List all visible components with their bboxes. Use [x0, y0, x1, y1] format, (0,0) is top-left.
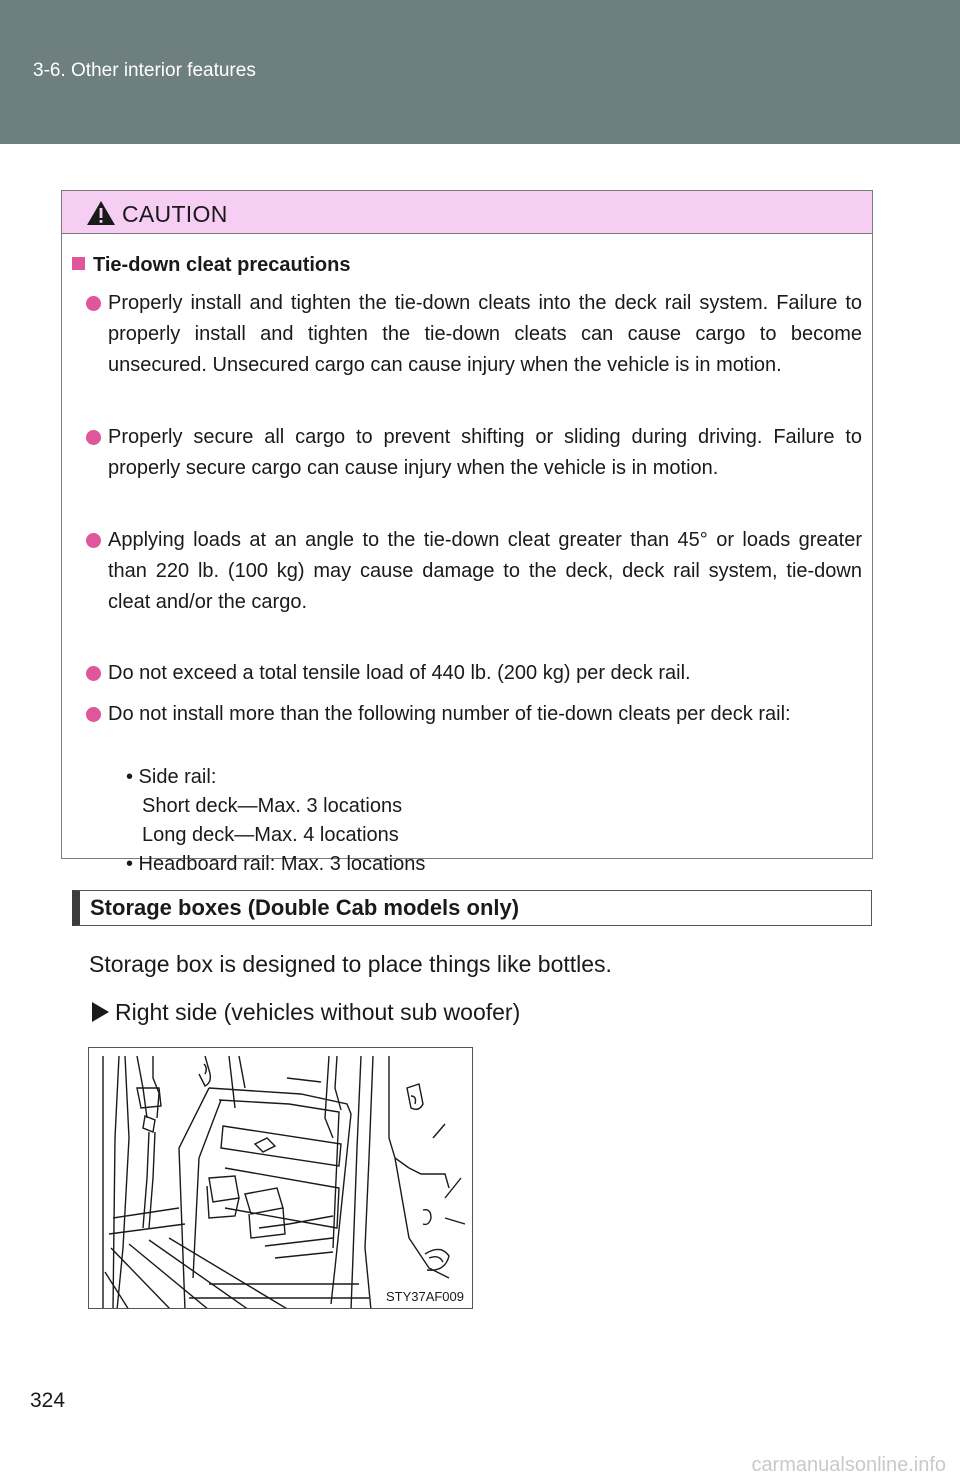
rail-limits-list — [126, 763, 826, 879]
square-bullet-icon — [72, 257, 85, 270]
caution-subheading-text: Tie-down cleat precautions — [93, 254, 351, 276]
storage-box-drawing — [89, 1048, 473, 1309]
storage-heading — [72, 890, 872, 926]
storage-heading-text: Storage boxes (Double Cab models only) — [90, 895, 520, 920]
side-rail-short: Short deck—Max. 3 locations — [142, 795, 403, 817]
caution-item-text: Properly secure all cargo to prevent shifting or sliding during driving. Failure to properly secure cargo can cause injury when the vehicle is in motion. — [108, 426, 862, 479]
caution-label: CAUTION — [122, 201, 228, 227]
side-rail-long: Long deck—Max. 4 locations — [142, 824, 399, 846]
page-number: 324 — [30, 1389, 66, 1412]
section-title: 3-6. Other interior features — [33, 60, 256, 81]
storage-box-illustration — [88, 1047, 473, 1309]
bullet-dot-icon — [86, 296, 101, 311]
triangle-pointer-icon — [92, 1002, 109, 1022]
caution-header — [62, 191, 872, 234]
caution-item-text: Applying loads at an angle to the tie-down cleat greater than 45° or loads greater than 220 lb. (100 kg) may cause damage to the deck, deck rail system, tie-down cleat and/or the cargo. — [108, 529, 862, 613]
header-bar — [0, 0, 960, 144]
caution-box — [61, 190, 873, 875]
bullet-dot-icon — [86, 666, 101, 681]
storage-intro: Storage box is designed to place things like bottles. — [89, 951, 612, 977]
headboard-rail: • Headboard rail: Max. 3 locations — [126, 853, 426, 875]
side-rail-title: • Side rail: — [126, 766, 217, 788]
bullet-dot-icon — [86, 430, 101, 445]
watermark: carmanualsonline.info — [751, 1454, 946, 1476]
caution-item-text: Do not exceed a total tensile load of 440 lb. (200 kg) per deck rail. — [108, 662, 691, 684]
bullet-dot-icon — [86, 707, 101, 722]
side-label-text: Right side (vehicles without sub woofer) — [115, 999, 521, 1025]
side-label — [92, 999, 520, 1026]
caution-item-text: Properly install and tighten the tie-down cleats into the deck rail system. Failure to properly install and tighten the tie-down cleats can cause cargo to become unsecured. Unsecured cargo can cause injury when the vehicle is in motion. — [108, 292, 862, 376]
caution-subheading — [72, 254, 350, 277]
warning-icon — [86, 200, 116, 226]
figure-code: STY37AF009 — [385, 1289, 464, 1304]
caution-item-text: Do not install more than the following number of tie-down cleats per deck rail: — [108, 703, 791, 725]
bullet-dot-icon — [86, 533, 101, 548]
